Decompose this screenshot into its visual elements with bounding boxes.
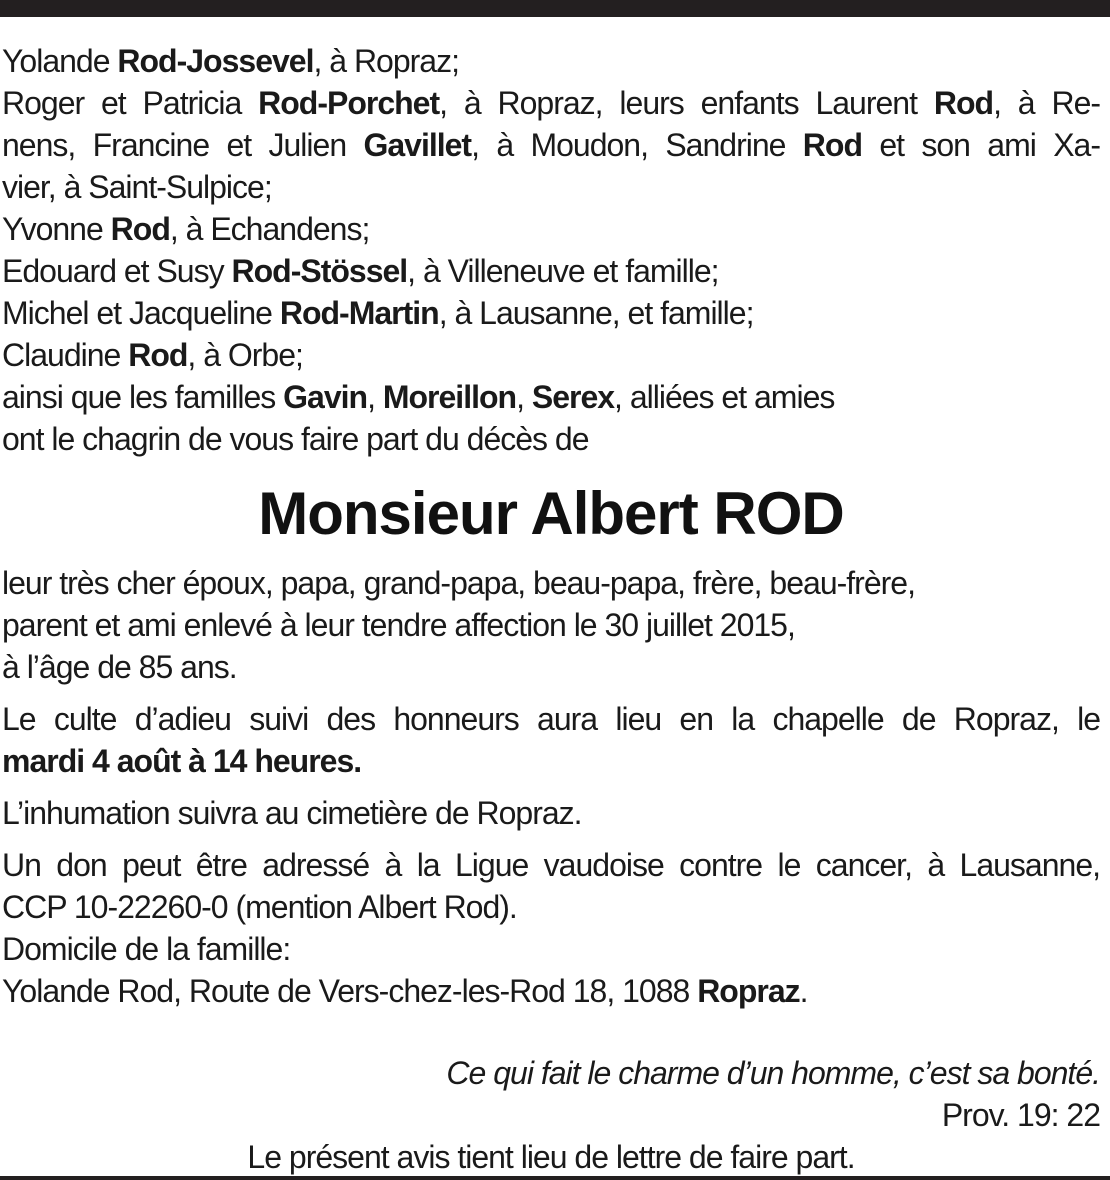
body-line: à l’âge de 85 ans. <box>2 649 237 685</box>
family-line: ainsi que les familles Gavin, Moreillon, Serex, alliées et amies <box>2 379 835 415</box>
bottom-rule <box>0 1176 1110 1180</box>
family-line: vier, à Saint-Sulpice; <box>2 169 272 205</box>
quote-reference: Prov. 19: 22 <box>941 1097 1100 1133</box>
family-line: Edouard et Susy Rod-Stössel, à Villeneuve et famille; <box>2 253 719 289</box>
family-line: Michel et Jacqueline Rod-Martin, à Lausanne, et famille; <box>2 295 754 331</box>
donation-paragraph <box>2 844 1100 1012</box>
family-address: Yolande Rod, Route de Vers-chez-les-Rod 18, 1088 Ropraz. <box>2 973 808 1009</box>
relationship-paragraph <box>2 562 1100 688</box>
family-line: Yolande Rod-Jossevel, à Ropraz; <box>2 43 459 79</box>
burial-line: L’inhumation suivra au cimetière de Ropraz. <box>2 795 582 831</box>
announcement-line: ont le chagrin de vous faire part du décès de <box>2 421 589 457</box>
family-line: nens, Francine et Julien Gavillet, à Moudon, Sandrine Rod et son ami Xa- <box>2 127 1101 163</box>
family-line: Yvonne Rod, à Echandens; <box>2 211 370 247</box>
quote-block <box>2 1052 1100 1136</box>
deceased-name: Monsieur Albert ROD <box>258 480 844 547</box>
service-line: Le culte d’adieu suivi des honneurs aura lieu en la chapelle de Ropraz, le <box>2 701 1100 737</box>
notice-footer: Le présent avis tient lieu de lettre de faire part. <box>247 1139 855 1175</box>
body-line: leur très cher époux, papa, grand-papa, beau-papa, frère, beau-frère, <box>2 565 915 601</box>
body-line: parent et ami enlevé à leur tendre affection le 30 juillet 2015, <box>2 607 795 643</box>
top-rule <box>0 0 1110 17</box>
family-line: Roger et Patricia Rod-Porchet, à Ropraz, leurs enfants Laurent Rod, à Re- <box>2 85 1101 121</box>
obituary-notice <box>2 40 1100 1178</box>
donation-account: CCP 10-22260-0 (mention Albert Rod). <box>2 889 517 925</box>
family-list <box>2 40 1100 460</box>
domicile-label: Domicile de la famille: <box>2 931 291 967</box>
donation-line: Un don peut être adressé à la Ligue vaudoise contre le cancer, à Lausanne, <box>2 847 1100 883</box>
service-date: mardi 4 août à 14 heures. <box>2 743 362 779</box>
service-paragraph <box>2 698 1100 782</box>
obituary-body <box>2 562 1100 1012</box>
family-line: Claudine Rod, à Orbe; <box>2 337 303 373</box>
burial-paragraph <box>2 792 1100 834</box>
quote-text: Ce qui fait le charme d’un homme, c’est sa bonté. <box>446 1055 1100 1091</box>
